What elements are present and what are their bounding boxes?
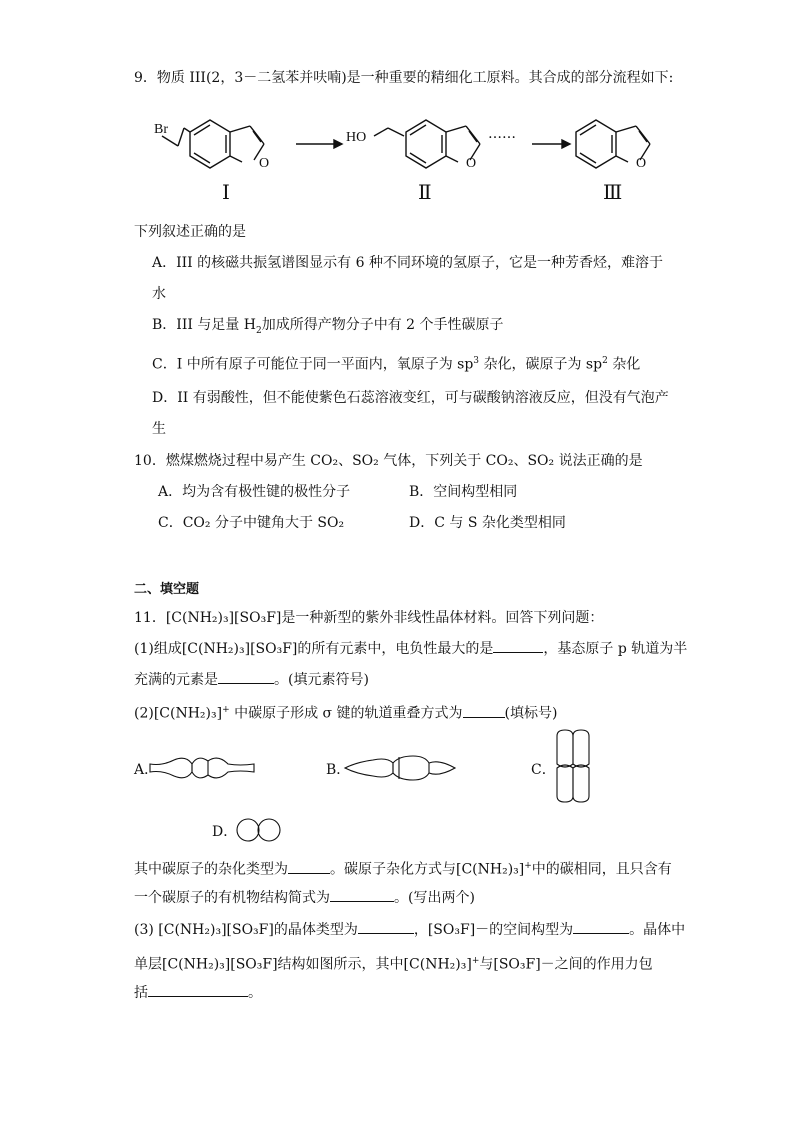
compound-II-structure (374, 120, 480, 168)
orbital-option-d-label: D． (212, 824, 238, 840)
orbital-a-figure (148, 756, 258, 780)
answer-blank[interactable] (358, 919, 414, 934)
q11-stem: 11．[C(NH₂)₃][SO₃F]是一种新型的紫外非线性晶体材料。回答下列问题： (134, 610, 604, 626)
q9-option-c: C．I 中所有原子可能位于同一平面内，氧原子为 $sp^3$ 杂化，碳原子为 $sp^2$ 杂化 (152, 356, 641, 373)
orbital-d-figure (234, 817, 284, 843)
q9-option-a-line1: A．III 的核磁共振氢谱图显示有 6 种不同环境的氢原子，它是一种芳香烃，难溶于 (152, 255, 663, 271)
o-label-I: O (259, 156, 270, 171)
answer-blank[interactable] (330, 887, 394, 902)
answer-blank[interactable] (218, 669, 274, 684)
arrow-1 (296, 140, 342, 148)
q9-option-a-line2: 水 (152, 286, 166, 302)
answer-blank[interactable] (288, 859, 330, 874)
q10-option-c: C．CO₂ 分子中键角大于 SO₂ (158, 515, 345, 531)
answer-blank[interactable] (493, 638, 543, 653)
q11-part3-line2: 单层[C(NH₂)₃][SO₃F]结构如图所示，其中[C(NH₂)₃]+与[SO₃F]－之间的作用力包 (134, 956, 653, 973)
answer-blank[interactable] (573, 919, 629, 934)
q11-part1-line2: 充满的元素是 。(填元素符号) (134, 669, 369, 690)
q11-part3-line1: (3) [C(NH₂)₃][SO₃F]的晶体类型为 ，[SO₃F]－的空间构型为 。晶体中 (134, 919, 685, 940)
q9-option-b: B．III 与足量 $H_2$加成所得产物分子中有 2 个手性碳原子 (152, 317, 504, 336)
orbital-option-b-label: B． (326, 762, 351, 778)
orbital-option-a-label: A． (134, 762, 159, 778)
q9-option-d-line2: 生 (152, 421, 166, 437)
o-label-II: O (466, 156, 477, 171)
br-label: Br (154, 122, 168, 137)
label-I: Ⅰ (222, 182, 230, 204)
orbital-b-figure (343, 755, 458, 781)
q11-part2: (2)[C(NH₂)₃]+ 中碳原子形成 σ 键的轨道重叠方式为 (填标号) (134, 700, 557, 724)
q9-option-d-line1: D．II 有弱酸性，但不能使紫色石蕊溶液变红，可与碳酸钠溶液反应，但没有气泡产 (152, 390, 669, 406)
answer-blank[interactable] (148, 982, 248, 997)
q10-option-b: B．空间构型相同 (409, 484, 518, 500)
ho-label: HO (346, 130, 367, 145)
q10-option-d: D．C 与 S 杂化类型相同 (409, 515, 566, 531)
q11-part3-line3: 括 。 (134, 982, 262, 1003)
dots: …… (488, 126, 516, 142)
q10-option-a: A．均为含有极性键的极性分子 (158, 484, 351, 500)
q11-part2-structure: 一个碳原子的有机物结构简式为 。(写出两个) (134, 887, 475, 908)
compound-I-structure (162, 120, 264, 168)
section-title: 二、填空题 (134, 582, 200, 597)
orbital-option-c-label: C． (531, 762, 556, 778)
q9-prompt: 下列叙述正确的是 (134, 224, 246, 240)
label-III: Ⅲ (603, 182, 623, 204)
label-II: Ⅱ (418, 182, 432, 204)
answer-blank[interactable] (463, 703, 505, 718)
q11-part1-line1: (1)组成[C(NH₂)₃][SO₃F]的所有元素中，电负性最大的是 ，基态原子 p 轨道为半 (134, 638, 687, 659)
q10-stem: 10．燃煤燃烧过程中易产生 CO₂、SO₂ 气体，下列关于 CO₂、SO₂ 说法正确的是 (134, 453, 643, 469)
q11-part2-hybrid: 其中碳原子的杂化类型为 。碳原子杂化方式与[C(NH₂)₃]+中的碳相同，且只含有 (134, 856, 672, 880)
arrow-2 (532, 140, 570, 148)
o-label-III: O (636, 156, 647, 171)
orbital-c-figure (553, 730, 593, 802)
q9-stem: 9．物质 III(2，3－二氢苯并呋喃)是一种重要的精细化工原料。其合成的部分流程如下: (134, 70, 674, 86)
